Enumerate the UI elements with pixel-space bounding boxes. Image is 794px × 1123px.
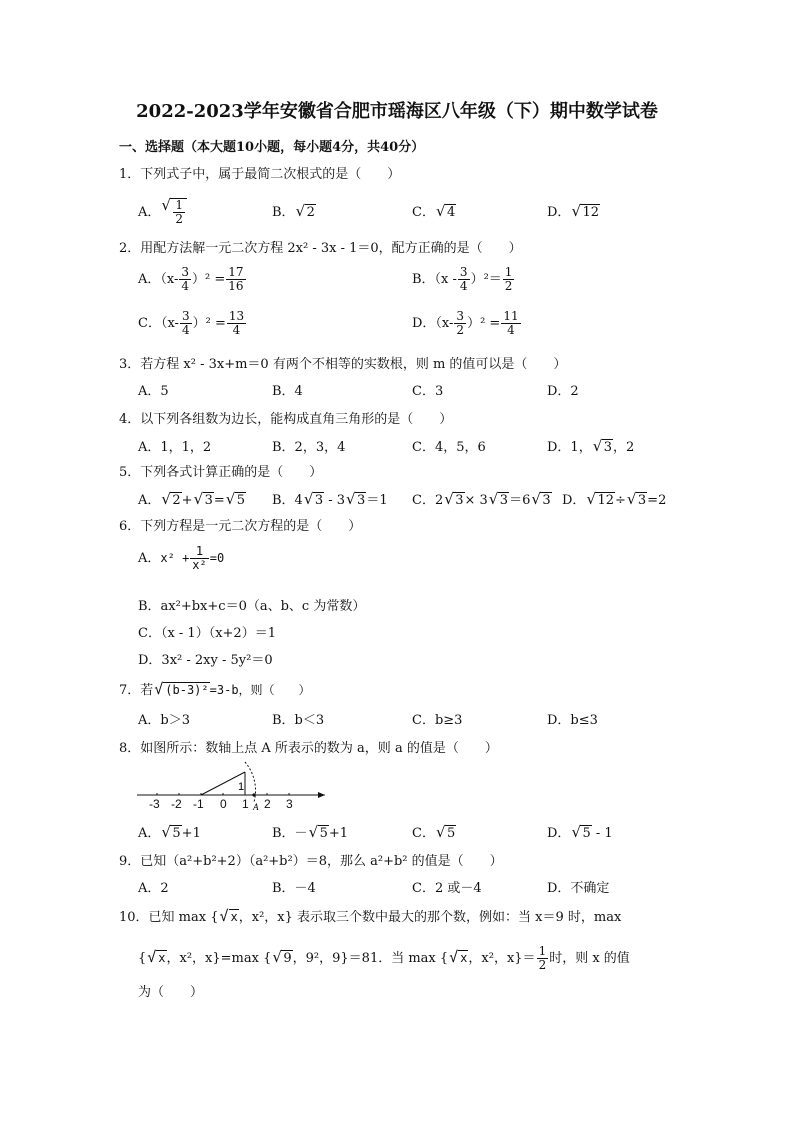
question-6-stem: 6．下列方程是一元二次方程的是（ ） bbox=[119, 519, 362, 534]
question-2-stem: 2．用配方法解一元二次方程 2x² - 3x - 1＝0，配方正确的是（ ） bbox=[119, 241, 522, 256]
q8-option-c[interactable]: C．√ 5 bbox=[412, 822, 456, 841]
q3-option-c[interactable]: C．3 bbox=[412, 384, 444, 399]
question-4-stem: 4．以下列各组数为边长，能构成直角三角形的是（ ） bbox=[119, 412, 453, 427]
question-3-stem: 3．若方程 x² - 3x+m＝0 有两个不相等的实数根，则 m 的值可以是（ ） bbox=[119, 357, 567, 372]
q8-option-b[interactable]: B．－√ 5+1 bbox=[272, 822, 348, 841]
q2-option-d[interactable]: D．（x- $\frac{3}{2}$ ）² = $\frac{11}{4}$ bbox=[412, 309, 519, 337]
tick-label: 1 bbox=[242, 797, 249, 811]
q5-option-b[interactable]: B．4√ 3 - 3√ 3＝1 bbox=[272, 489, 388, 508]
page-title: 2022-2023学年安徽省合肥市瑶海区八年级（下）期中数学试卷 bbox=[136, 101, 658, 122]
q6-option-d[interactable]: D．3x² - 2xy - 5y²＝0 bbox=[138, 653, 273, 668]
q4-option-b[interactable]: B．2，3，4 bbox=[272, 440, 346, 455]
q6-option-b[interactable]: B．ax²+bx+c＝0（a、b、c 为常数） bbox=[138, 599, 366, 614]
q8-option-d[interactable]: D．√ 5 - 1 bbox=[547, 822, 613, 841]
tick-label: -1 bbox=[193, 797, 204, 811]
question-10-line-2: {√ x，x²，x}=max {√ 9，9²，9}＝81．当 max {√ x，x²，x}＝ $\frac{1}{2}$ 时，则 x 的值 bbox=[138, 945, 630, 972]
question-9-stem: 9．已知（a²+b²+2）（a²+b²）＝8，那么 a²+b² 的值是（ ） bbox=[119, 854, 503, 869]
axis-arrow-icon bbox=[318, 792, 325, 798]
tick-label: 3 bbox=[286, 797, 293, 811]
q4-option-c[interactable]: C．4，5，6 bbox=[412, 440, 486, 455]
q2-option-c[interactable]: C．（x- $\frac{3}{4}$ ）² = $\frac{13}{4}$ bbox=[138, 309, 245, 337]
q9-option-c[interactable]: C．2 或－4 bbox=[412, 881, 482, 896]
q3-option-a[interactable]: A．5 bbox=[138, 384, 169, 399]
section-heading: 一、选择题（本大题10小题，每小题4分，共40分） bbox=[119, 140, 425, 155]
q1-option-a[interactable]: A． √ $\frac{1}{2}$ bbox=[138, 198, 187, 226]
q5-option-d[interactable]: D．√ 12÷√ 3=2 bbox=[562, 489, 666, 508]
q9-option-a[interactable]: A．2 bbox=[138, 881, 169, 896]
q1-option-c[interactable]: C．√ 4 bbox=[412, 201, 456, 220]
point-a bbox=[252, 793, 255, 796]
question-10-line-1: 10．已知 max {√ x，x²，x} 表示取三个数中最大的那个数，例如：当 x＝9 时，max bbox=[119, 906, 621, 925]
question-1-stem: 1．下列式子中，属于最简二次根式的是（ ） bbox=[119, 167, 401, 182]
number-line-figure bbox=[135, 760, 335, 815]
q4-option-d[interactable]: D．1，√ 3，2 bbox=[547, 436, 634, 455]
question-5-stem: 5．下列各式计算正确的是（ ） bbox=[119, 465, 323, 480]
q7-option-c[interactable]: C．b≥3 bbox=[412, 713, 463, 728]
q2-option-b[interactable]: B．（x - $\frac{3}{4}$ ）²＝ $\frac{1}{2}$ bbox=[412, 265, 513, 293]
tick-label: 0 bbox=[220, 797, 227, 811]
q9-option-d[interactable]: D．不确定 bbox=[547, 881, 610, 896]
tick-label: -3 bbox=[149, 797, 160, 811]
tick-label: 2 bbox=[264, 797, 271, 811]
q1-option-d[interactable]: D．√ 12 bbox=[547, 201, 600, 220]
q6-option-c[interactable]: C．（x - 1）（x+2）＝1 bbox=[138, 626, 276, 641]
q7-option-b[interactable]: B．b＜3 bbox=[272, 713, 325, 728]
q8-option-a[interactable]: A．√ 5+1 bbox=[138, 822, 201, 841]
q5-option-c[interactable]: C．2√ 3× 3√ 3＝6√ 3 bbox=[412, 489, 552, 508]
q1-option-b[interactable]: B．√ 2 bbox=[272, 201, 316, 220]
q3-option-d[interactable]: D．2 bbox=[547, 384, 579, 399]
question-7-stem: 7．若√ (b-3)²=3-b，则（ ） bbox=[119, 679, 311, 698]
q5-option-a[interactable]: A．√ 2+√ 3=√ 5 bbox=[138, 489, 246, 508]
tick-label: -2 bbox=[171, 797, 182, 811]
q2-option-a[interactable]: A．（x- $\frac{3}{4}$ ）² = $\frac{17}{16}$ bbox=[138, 265, 244, 293]
q9-option-b[interactable]: B．－4 bbox=[272, 881, 316, 896]
q6-option-a[interactable]: A．x² + $\frac{1}{\text{x²}}$ =0 bbox=[138, 544, 225, 572]
point-a-label: A bbox=[253, 802, 259, 812]
triangle-side-label: 1 bbox=[238, 781, 245, 793]
question-10-line-3: 为（ ） bbox=[138, 985, 204, 1000]
q7-option-d[interactable]: D．b≤3 bbox=[547, 713, 598, 728]
q4-option-a[interactable]: A．1，1，2 bbox=[138, 440, 212, 455]
question-8-stem: 8．如图所示：数轴上点 A 所表示的数为 a，则 a 的值是（ ） bbox=[119, 741, 498, 756]
q3-option-b[interactable]: B．4 bbox=[272, 384, 303, 399]
q7-option-a[interactable]: A．b＞3 bbox=[138, 713, 190, 728]
